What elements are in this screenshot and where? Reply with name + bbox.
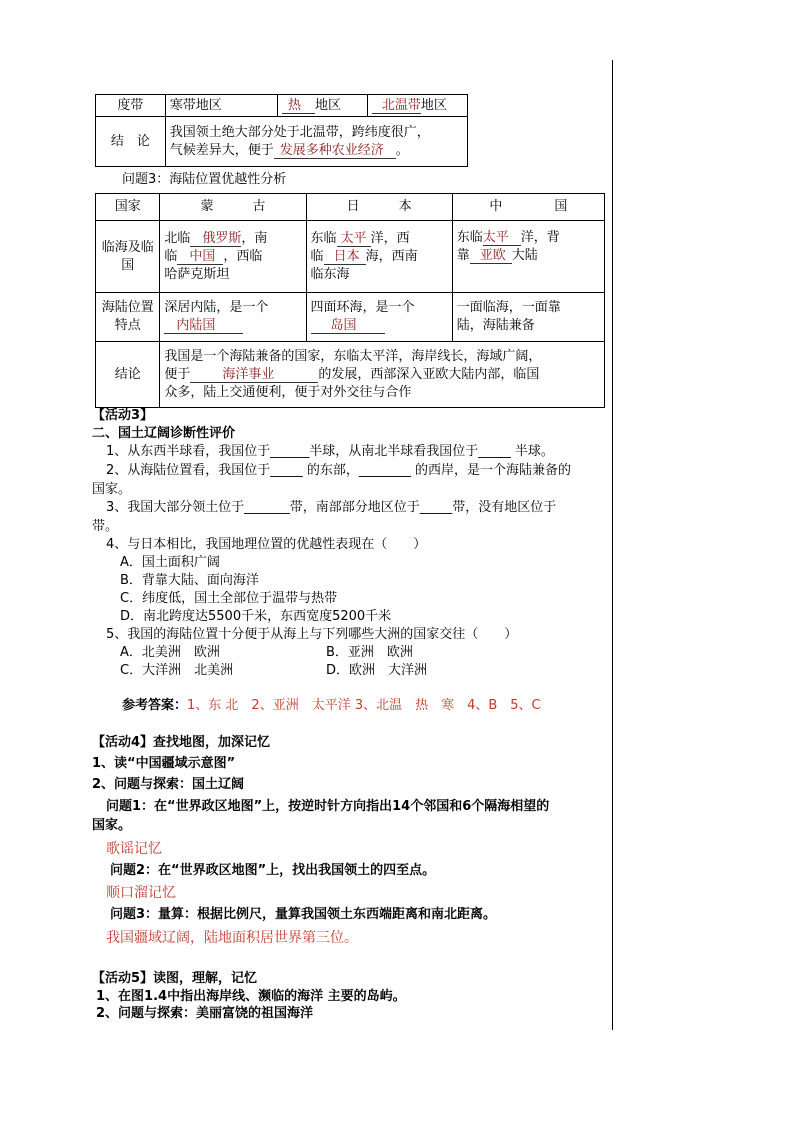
text: 的发展，西部深入亚欧大陆内部，临国 [318,366,540,382]
text: 四面环海，是一个 [310,300,415,315]
row-label-zone: 度带 [96,95,166,117]
text: 便于 [164,366,191,382]
japan-position [306,293,452,342]
text: 陆，海陆兼备 [456,318,535,333]
row-label-conclusion: 结论 [96,342,160,408]
conclusion-ocean-fill: 海洋事业 [190,367,318,383]
hot-zone-fill: 热 [282,98,315,114]
conclusion-line-1: 我国领土绝大部分处于北温带，跨纬度很广， [169,124,430,140]
cold-zone-cell: 寒带地区 [165,95,277,117]
text: 大陆 [511,248,538,263]
q4-option-c: C．纬度低，国土全部位于温带与热带 [120,591,338,606]
q5-option-b: B．亚洲 欧洲 [326,645,413,660]
land-sea-table [95,193,605,408]
text: 洋，西 [370,230,410,246]
q4-option-a: A．国土面积广阔 [120,555,220,570]
activity-4-item-1: 1、读“中国疆域示意图” [92,756,236,771]
mongolia-position [160,293,306,342]
header-mongolia: 蒙 古 [160,194,306,221]
section-2-heading: 二、国土辽阔诊断性评价 [92,426,236,441]
text: ，南 [241,230,268,246]
text: 哈萨克斯坦 [164,266,230,282]
quiz-q5: 5、我国的海陆位置十分便于从海上与下列哪些大洲的国家交往（ ） [106,627,518,642]
answer-key [122,697,541,715]
text: 洋，背 [520,230,560,245]
hot-zone-cell [277,95,367,117]
quiz-q2-line2: 国家。 [92,482,132,497]
japan-neighbors [306,221,452,293]
territory-summary: 我国疆域辽阔，陆地面积居世界第三位。 [106,930,358,946]
text: 东临 [456,230,483,245]
china-position [452,293,604,342]
china-east-fill: 太平 [483,230,521,246]
q4-option-b: B．背靠大陆、面向海洋 [120,573,259,588]
quiz-q3-line1: 3、我国大部分领土位于_______带，南部部分地区位于_____带，没有地区位于 [106,500,557,515]
hot-zone-suffix: 地区 [314,97,341,113]
text: 众多，陆上交通便利，便于对外交往与合作 [164,384,412,400]
china-neighbors [452,221,604,293]
quiz-q4: 4、与日本相比，我国地理位置的优越性表现在（ ） [106,537,427,552]
activity-5-title: 【活动5】读图，理解，记忆 [92,971,258,986]
activity-3-title: 【活动3】 [92,408,154,423]
question-3-title: 问题3：海陆位置优越性分析 [122,172,287,187]
activity-5-item-1: 1、在图1.4中指出海岸线、濒临的海洋 主要的岛屿。 [96,989,406,1004]
text: ，西临 [223,248,263,264]
text: 深居内陆，是一个 [164,300,269,315]
japan-type-fill: 岛国 [311,318,385,334]
text: 临 [310,248,324,264]
answer-key-text: 1、东 北 2、亚洲 太平洋 3、北温 热 寒 4、B 5、C [187,698,541,713]
problem-1-line2: 国家。 [92,818,132,833]
table2-conclusion [160,342,605,408]
activity-4-title: 【活动4】查找地图，加深记忆 [92,735,271,750]
conclusion-label: 结 论 [96,117,166,167]
header-china: 中 国 [452,194,604,221]
q4-option-d: D．南北跨度达5500千米，东西宽度5200千米 [120,609,392,624]
problem-3: 问题3：量算：根据比例尺，量算我国领土东西端距离和南北距离。 [110,907,497,922]
mongolia-type-fill: 内陆国 [164,318,243,334]
mongolia-neighbors [160,221,306,293]
text: 靠 [456,248,470,263]
activity-4-item-2: 2、问题与探索：国土辽阔 [92,777,245,792]
text: 一面临海，一面靠 [456,300,561,315]
conclusion-suffix: 。 [395,142,409,158]
activity-5-item-2: 2、问题与探索：美丽富饶的祖国海洋 [96,1006,314,1021]
japan-west-fill: 日本 [324,249,366,265]
q5-option-c: C．大洋洲 北美洲 [120,663,234,678]
conclusion-text [165,117,467,167]
japan-east-fill: 太平 [337,231,371,247]
header-japan: 日 本 [306,194,452,221]
text: 北临 [164,230,191,246]
row-label-position: 海陆位置特点 [96,293,160,342]
mongolia-north-fill: 俄罗斯 [190,231,241,247]
answer-key-label: 参考答案： [122,698,188,713]
header-country: 国家 [96,194,160,221]
quiz-q2-line1: 2、从海陆位置看，我国位于_____ 的东部，________ 的西岸，是一个海陆兼备的 [106,463,572,478]
conclusion-fill: 发展多种农业经济 [274,143,396,159]
text: 东临 [310,230,337,246]
temperate-zone-cell [367,95,467,117]
q5-option-a: A．北美洲 欧洲 [120,645,220,660]
text: 我国是一个海陆兼备的国家，东临太平洋，海岸线长，海域广阔， [164,348,542,364]
song-memory-label: 歌谣记忆 [106,841,162,857]
quiz-q3-line2: 带。 [92,519,119,534]
temperate-zone-suffix: 地区 [420,97,447,113]
q5-option-d: D．欧洲 大洋洲 [326,663,428,678]
problem-1-line1: 问题1：在“世界政区地图”上，按逆时针方向指出14个邻国和6个隔海相望的 [106,799,550,814]
text: 临 [164,248,178,264]
row-label-neighbors: 临海及临国 [96,221,160,293]
problem-2: 问题2：在“世界政区地图”上，找出我国领土的四至点。 [110,863,436,878]
text: 临东海 [310,266,350,282]
conclusion-prefix: 气候差异大，便于 [169,142,274,158]
rhyme-memory-label: 顺口溜记忆 [106,885,176,901]
climate-zone-table [95,94,468,167]
quiz-q1: 1、从东西半球看，我国位于______半球，从南北半球看我国位于_____ 半球。 [106,444,554,459]
right-margin-line [612,60,613,1030]
text: 海，西南 [365,248,418,264]
china-back-fill: 亚欧 [470,248,512,264]
mongolia-south-fill: 中国 [177,249,223,265]
temperate-zone-fill: 北温带 [372,98,421,114]
